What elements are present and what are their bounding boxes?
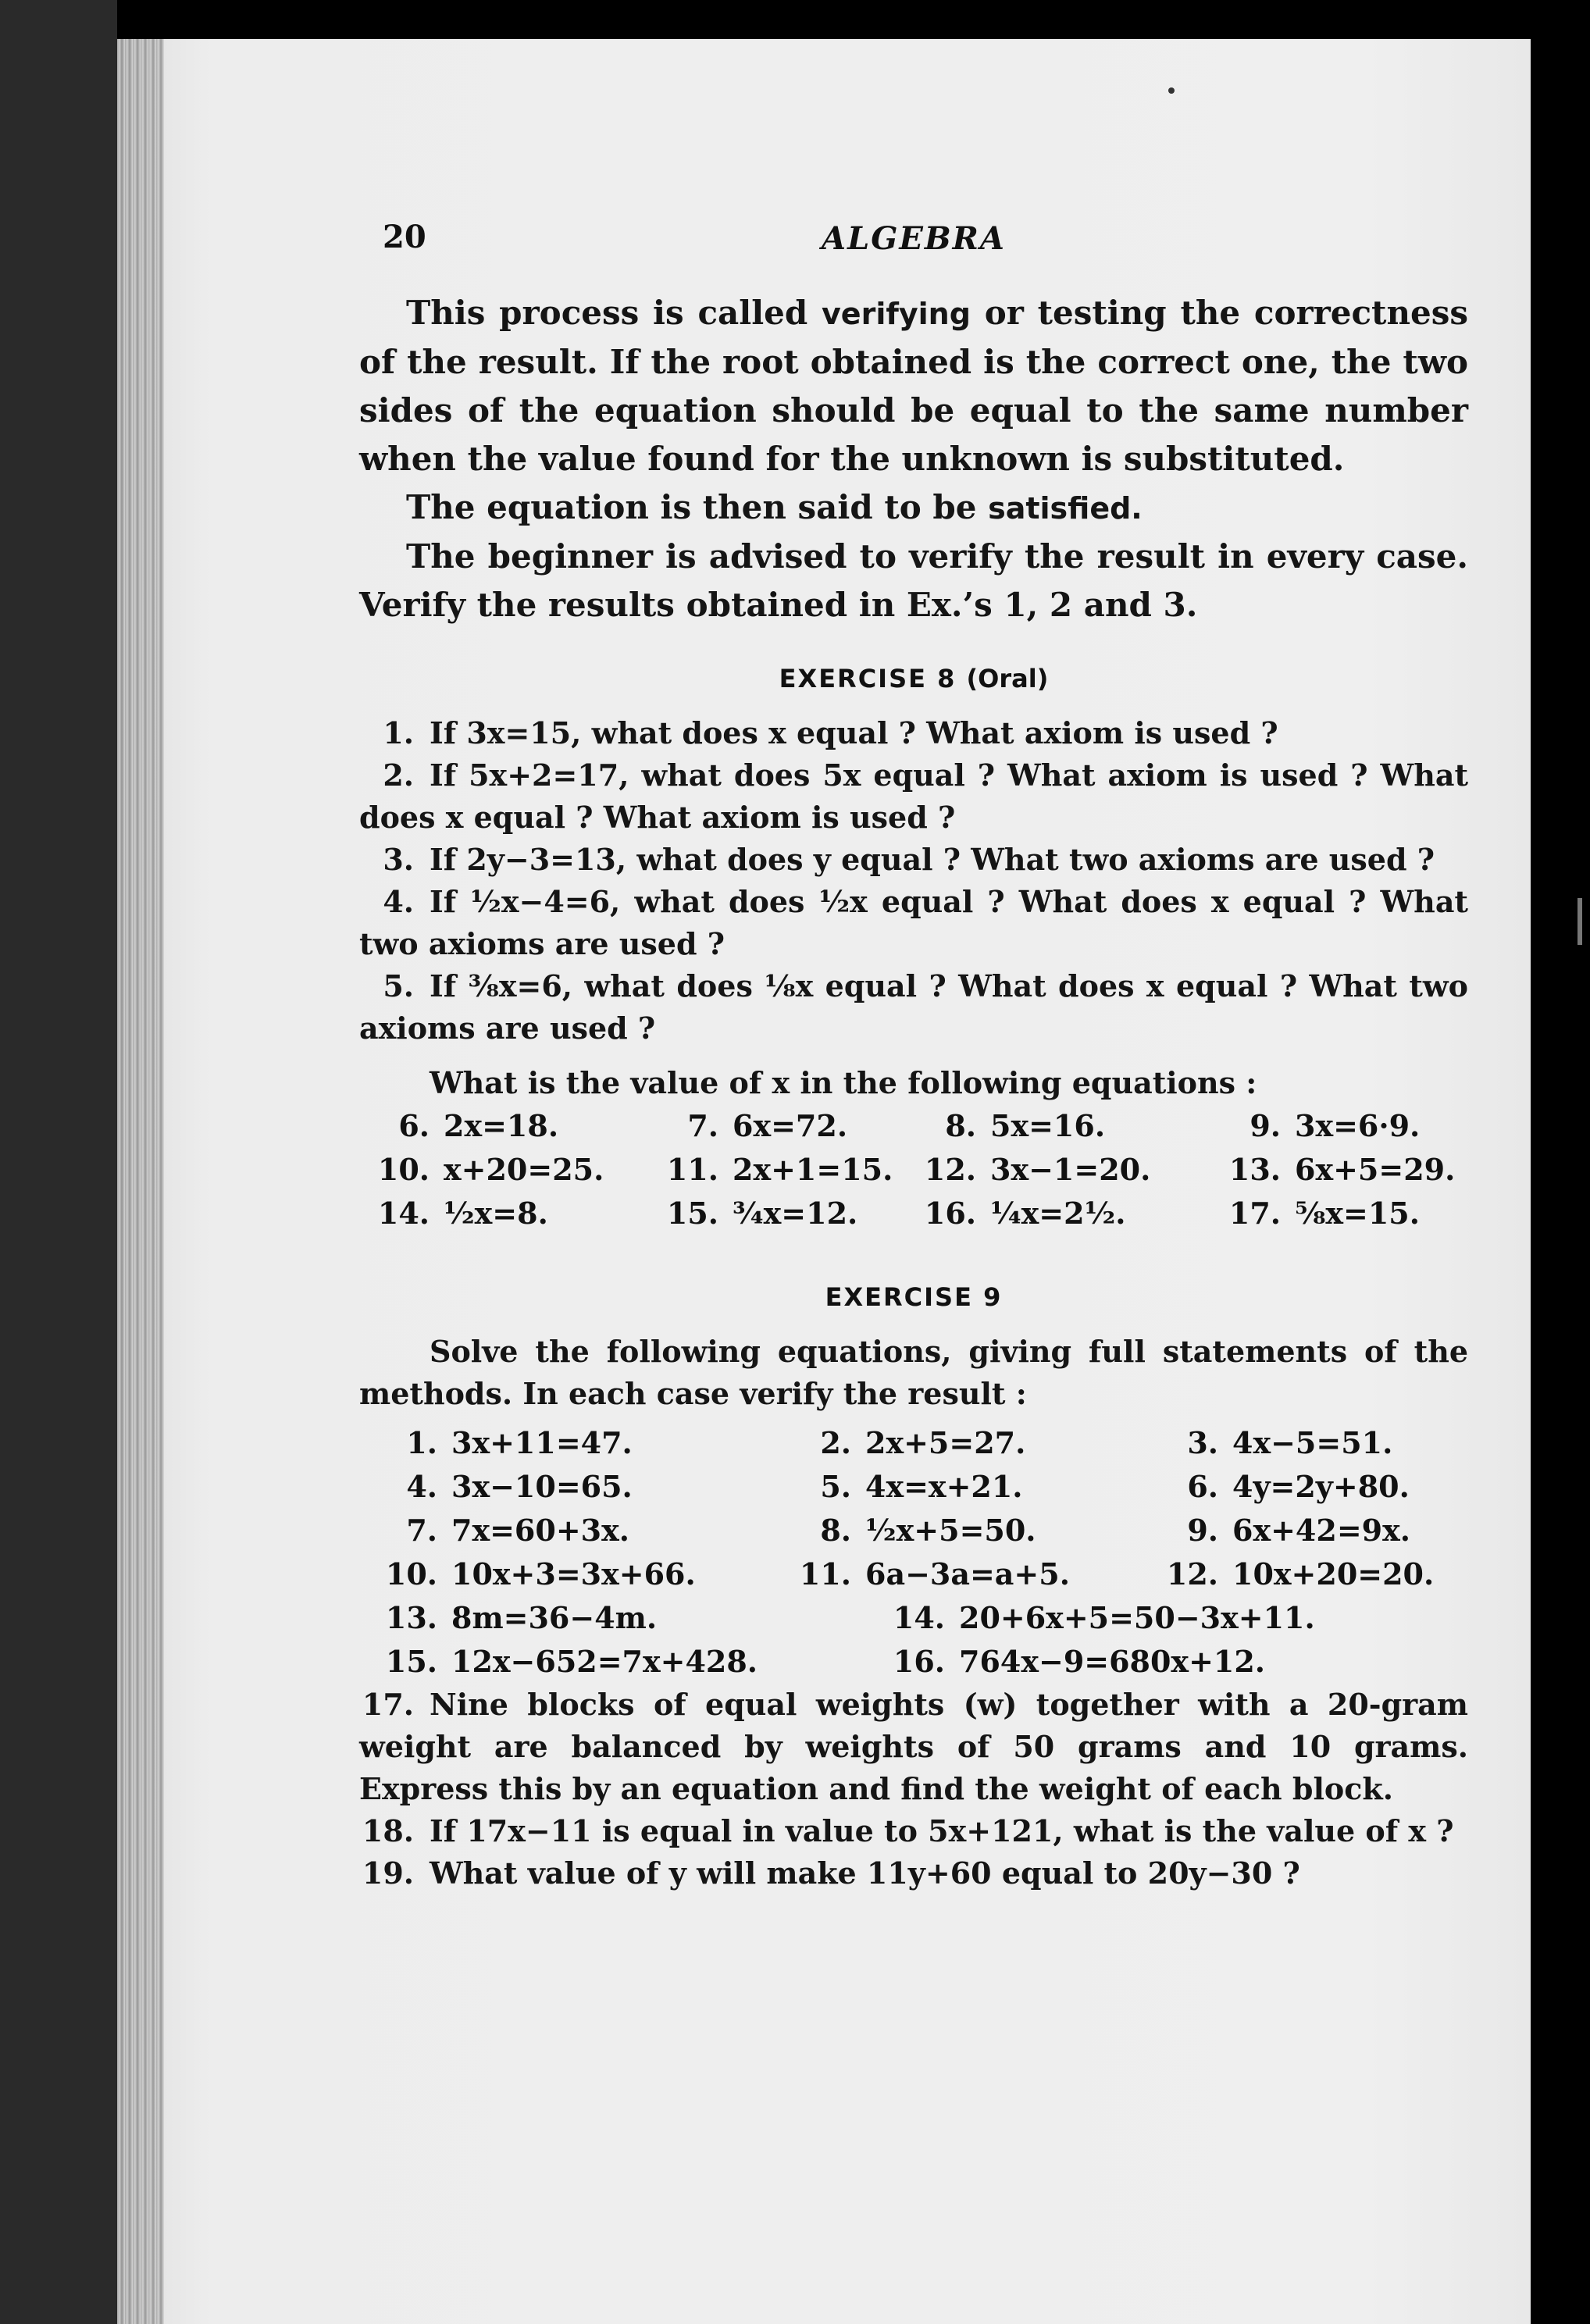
exercise-9-problems [359, 1684, 1468, 1894]
exercise-9-intro: Solve the following equations, giving full statements of the methods. In each case verify the result : [359, 1334, 1468, 1411]
equation-item: 8. 5x=16. [945, 1108, 1106, 1143]
equation-item: 3. 4x−5=51. [1187, 1425, 1393, 1460]
equation-item: 11. 6a−3a=a+5. [799, 1556, 1070, 1592]
equation-item: 12. 10x+20=20. [1166, 1556, 1435, 1592]
term-verifying: verifying [822, 297, 971, 331]
scan-speck [1168, 87, 1175, 94]
exercise-question: 4. If ½x−4=6, what does ½x equal ? What does x equal ? What two axioms are used ? [359, 884, 1468, 961]
equation-item: 7. 6x=72. [687, 1108, 848, 1143]
equation-item: 6. 4y=2y+80. [1187, 1469, 1410, 1504]
equation-item: 4. 3x−10=65. [406, 1469, 633, 1504]
term-satisfied: satisfied. [988, 491, 1143, 526]
exercise-8-equations [375, 1104, 1468, 1235]
scan-border-top [0, 0, 1590, 39]
equation-item: 15. ¾x=12. [666, 1196, 858, 1231]
equation-item: 13. 8m=36−4m. [385, 1600, 658, 1635]
equation-item: 14. ½x=8. [377, 1196, 548, 1231]
equation-item: 16. ¼x=2½. [924, 1196, 1126, 1231]
scan-border-right [1531, 0, 1590, 2324]
scan-border-left [0, 0, 117, 2324]
equation-item: 1. 3x+11=47. [406, 1425, 633, 1460]
equation-item: 9. 3x=6·9. [1250, 1108, 1421, 1143]
equation-item: 16. 764x−9=680x+12. [893, 1644, 1266, 1679]
running-head: ALGEBRA [822, 220, 1006, 257]
exercise-9-row-15-16 [375, 1640, 1468, 1684]
scan-speck [1578, 898, 1582, 945]
intro-paragraph-1: This process is called verifying or testing the correctness of the result. If the root obtained is the correct one, the two sides of the equation should be equal to the same number when the value found for the unknown is substituted. [359, 294, 1468, 478]
exercise-question: 1. If 3x=15, what does x equal ? What axiom is used ? [383, 715, 1278, 750]
equation-item: 10. x+20=25. [377, 1152, 604, 1187]
equation-item: 11. 2x+1=15. [666, 1152, 893, 1187]
exercise-9-equations [375, 1421, 1468, 1596]
equation-item: 12. 3x−1=20. [924, 1152, 1151, 1187]
equation-item: 6. 2x=18. [398, 1108, 559, 1143]
equation-item: 2. 2x+5=27. [820, 1425, 1026, 1460]
equation-item: 10. 10x+3=3x+66. [385, 1556, 696, 1592]
word-problem: 18. If 17x−11 is equal in value to 5x+121, what is the value of x ? [362, 1813, 1454, 1848]
page-header [359, 219, 1468, 289]
exercise-question: 3. If 2y−3=13, what does y equal ? What two axioms are used ? [383, 842, 1435, 877]
intro-paragraph-3: The beginner is advised to verify the result in every case. Verify the results obtained in Ex.’s 1, 2 and 3. [359, 537, 1468, 624]
equation-item: 17. ⅝x=15. [1228, 1196, 1420, 1231]
equation-item: 14. 20+6x+5=50−3x+11. [893, 1600, 1315, 1635]
exercise-8-prompt: What is the value of x in the following equations : [430, 1065, 1257, 1100]
intro-paragraph-2: The equation is then said to be satisfied. [406, 488, 1143, 526]
equation-item: 5. 4x=x+21. [820, 1469, 1023, 1504]
exercise-8-heading: EXERCISE 8 (Oral) [779, 664, 1049, 693]
exercise-question: 2. If 5x+2=17, what does 5x equal ? What axiom is used ? What does x equal ? What axiom is used ? [359, 757, 1468, 835]
equation-item: 9. 6x+42=9x. [1187, 1513, 1410, 1548]
page-binding-edge [117, 39, 164, 2324]
equation-item: 15. 12x−652=7x+428. [385, 1644, 758, 1679]
exercise-8-subtitle: (Oral) [966, 664, 1049, 693]
page-number: 20 [383, 219, 426, 255]
word-problem: 17. Nine blocks of equal weights (w) together with a 20-gram weight are balanced by weights of 50 grams and 10 grams. Express this by an equation and find the weight of each block. [359, 1687, 1468, 1806]
equation-item: 13. 6x+5=29. [1228, 1152, 1456, 1187]
equation-item: 7. 7x=60+3x. [406, 1513, 629, 1548]
page-content [359, 219, 1468, 1894]
exercise-9-heading: EXERCISE 9 [825, 1282, 1003, 1312]
word-problem: 19. What value of y will make 11y+60 equal to 20y−30 ? [362, 1855, 1300, 1891]
equation-item: 8. ½x+5=50. [820, 1513, 1036, 1548]
exercise-9-row-13-14 [375, 1596, 1468, 1640]
exercise-question: 5. If ⅜x=6, what does ⅛x equal ? What does x equal ? What two axioms are used ? [359, 968, 1468, 1046]
exercise-8-questions [359, 712, 1468, 1050]
